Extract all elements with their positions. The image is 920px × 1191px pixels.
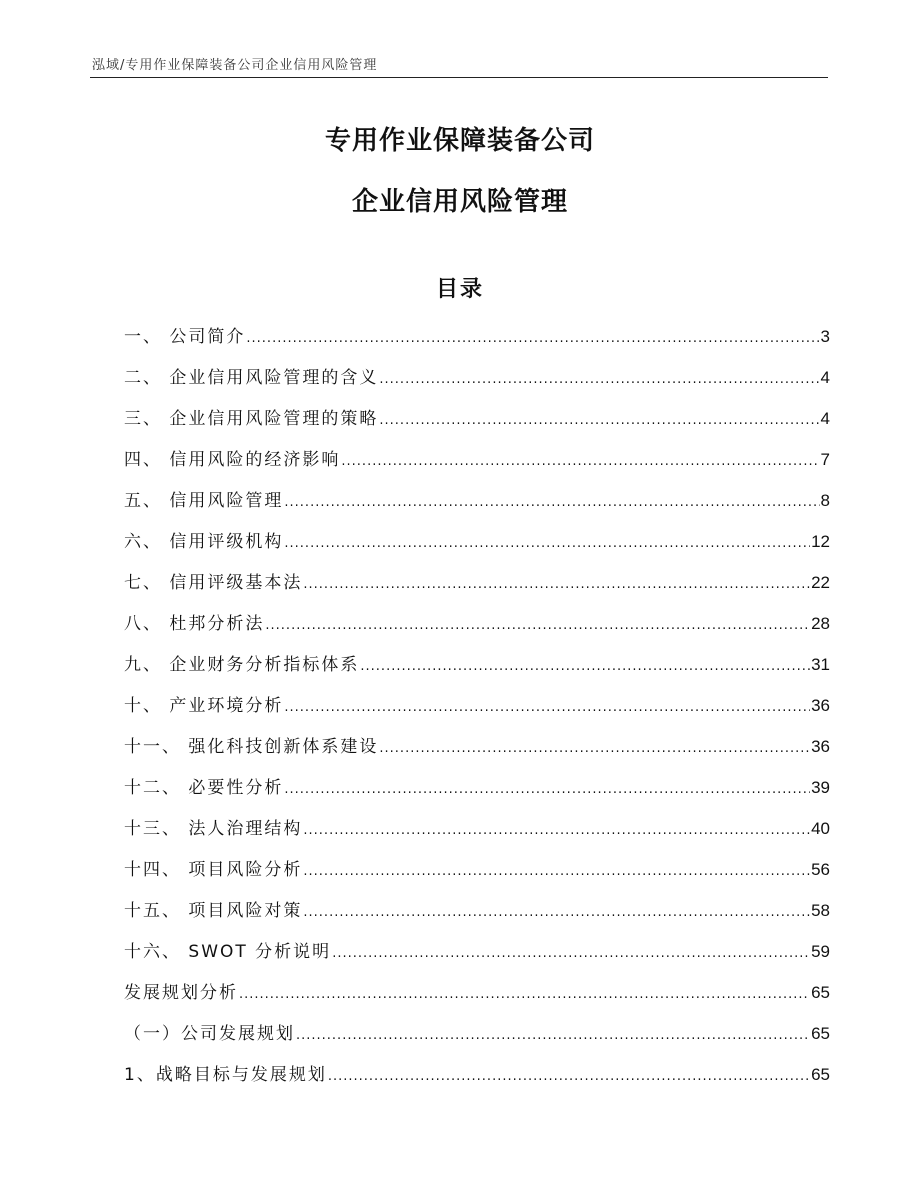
- toc-dot-leader: [265, 618, 810, 633]
- toc-entry-label: 发展规划分析: [124, 983, 238, 1003]
- toc-heading: 目录: [435, 277, 484, 302]
- toc-dot-leader: [284, 700, 810, 715]
- toc-entry-label: 1、战略目标与发展规划: [124, 1065, 327, 1085]
- toc-dot-leader: [284, 782, 810, 797]
- toc-entry-label: 十二、 必要性分析: [124, 778, 284, 798]
- toc-entry-page: 31: [811, 655, 830, 674]
- toc-entry[interactable]: [124, 855, 830, 896]
- toc-entry-label: 十一、 强化科技创新体系建设: [124, 737, 379, 757]
- toc-entry-page: 36: [811, 737, 830, 756]
- toc-dot-leader: [239, 987, 810, 1002]
- toc-dot-leader: [379, 741, 810, 756]
- toc-entry-label: 十五、 项目风险对策: [124, 901, 303, 921]
- toc-entry[interactable]: [124, 691, 830, 732]
- toc-entry-label: 十六、 SWOT 分析说明: [124, 942, 332, 962]
- toc-entry[interactable]: [124, 896, 830, 937]
- toc-entry-label: 十、 产业环境分析: [124, 696, 284, 716]
- toc-entry-page: 56: [811, 860, 830, 879]
- toc-entry-label: 四、 信用风险的经济影响: [124, 450, 341, 470]
- toc-dot-leader: [284, 495, 819, 510]
- toc-entry-label: 一、 公司简介: [124, 327, 246, 347]
- toc-entry-label: 三、 企业信用风险管理的策略: [124, 409, 379, 429]
- toc-dot-leader: [303, 905, 810, 920]
- running-header: 泓域/专用作业保障装备公司企业信用风险管理: [92, 58, 378, 73]
- toc-entry[interactable]: [124, 773, 830, 814]
- header-divider: [90, 77, 828, 78]
- toc-entry[interactable]: [124, 1060, 830, 1101]
- toc-entry-page: 65: [811, 983, 830, 1002]
- toc-entry-page: 7: [820, 450, 830, 469]
- toc-entry-label: 九、 企业财务分析指标体系: [124, 655, 360, 675]
- toc-entry[interactable]: [124, 363, 830, 404]
- toc-dot-leader: [246, 331, 819, 346]
- toc-entry-label: （一）公司发展规划: [124, 1024, 295, 1044]
- toc-entry[interactable]: [124, 445, 830, 486]
- toc-dot-leader: [379, 372, 819, 387]
- toc-dot-leader: [303, 823, 810, 838]
- toc-entry-label: 八、 杜邦分析法: [124, 614, 265, 634]
- toc-entry-label: 十四、 项目风险分析: [124, 860, 303, 880]
- toc-entry[interactable]: [124, 568, 830, 609]
- toc-entry-page: 39: [811, 778, 830, 797]
- toc-entry[interactable]: [124, 609, 830, 650]
- toc-entry-label: 十三、 法人治理结构: [124, 819, 303, 839]
- toc-entry-label: 七、 信用评级基本法: [124, 573, 303, 593]
- toc-entry[interactable]: [124, 937, 830, 978]
- toc-entry-page: 40: [811, 819, 830, 838]
- toc-dot-leader: [332, 946, 810, 961]
- toc-dot-leader: [341, 454, 819, 469]
- toc-entry[interactable]: [124, 814, 830, 855]
- toc-entry[interactable]: [124, 1019, 830, 1060]
- document-title-line-1: 专用作业保障装备公司: [324, 126, 595, 156]
- toc-entry[interactable]: [124, 404, 830, 445]
- toc-entry[interactable]: [124, 486, 830, 527]
- toc-entry-page: 36: [811, 696, 830, 715]
- toc-entry[interactable]: [124, 978, 830, 1019]
- document-title-line-2: 企业信用风险管理: [351, 187, 568, 217]
- toc-entry-page: 59: [811, 942, 830, 961]
- toc-dot-leader: [328, 1069, 810, 1084]
- toc-entry[interactable]: [124, 322, 830, 363]
- toc-entry-page: 4: [820, 368, 830, 387]
- toc-entry-page: 58: [811, 901, 830, 920]
- toc-entry-label: 五、 信用风险管理: [124, 491, 284, 511]
- toc-entry-page: 12: [811, 532, 830, 551]
- toc-dot-leader: [303, 577, 810, 592]
- toc-entry-page: 8: [820, 491, 830, 510]
- toc-dot-leader: [284, 536, 810, 551]
- toc-entry[interactable]: [124, 732, 830, 773]
- toc-entry-page: 65: [811, 1024, 830, 1043]
- toc-entry-page: 3: [820, 327, 830, 346]
- toc-dot-leader: [296, 1028, 810, 1043]
- toc-entry[interactable]: [124, 650, 830, 691]
- toc-entry[interactable]: [124, 527, 830, 568]
- toc-entry-label: 六、 信用评级机构: [124, 532, 284, 552]
- table-of-contents: [124, 322, 830, 1101]
- toc-entry-page: 22: [811, 573, 830, 592]
- toc-entry-page: 65: [811, 1065, 830, 1084]
- toc-dot-leader: [303, 864, 810, 879]
- toc-dot-leader: [379, 413, 819, 428]
- toc-dot-leader: [360, 659, 810, 674]
- toc-entry-page: 4: [820, 409, 830, 428]
- toc-entry-page: 28: [811, 614, 830, 633]
- toc-entry-label: 二、 企业信用风险管理的含义: [124, 368, 379, 388]
